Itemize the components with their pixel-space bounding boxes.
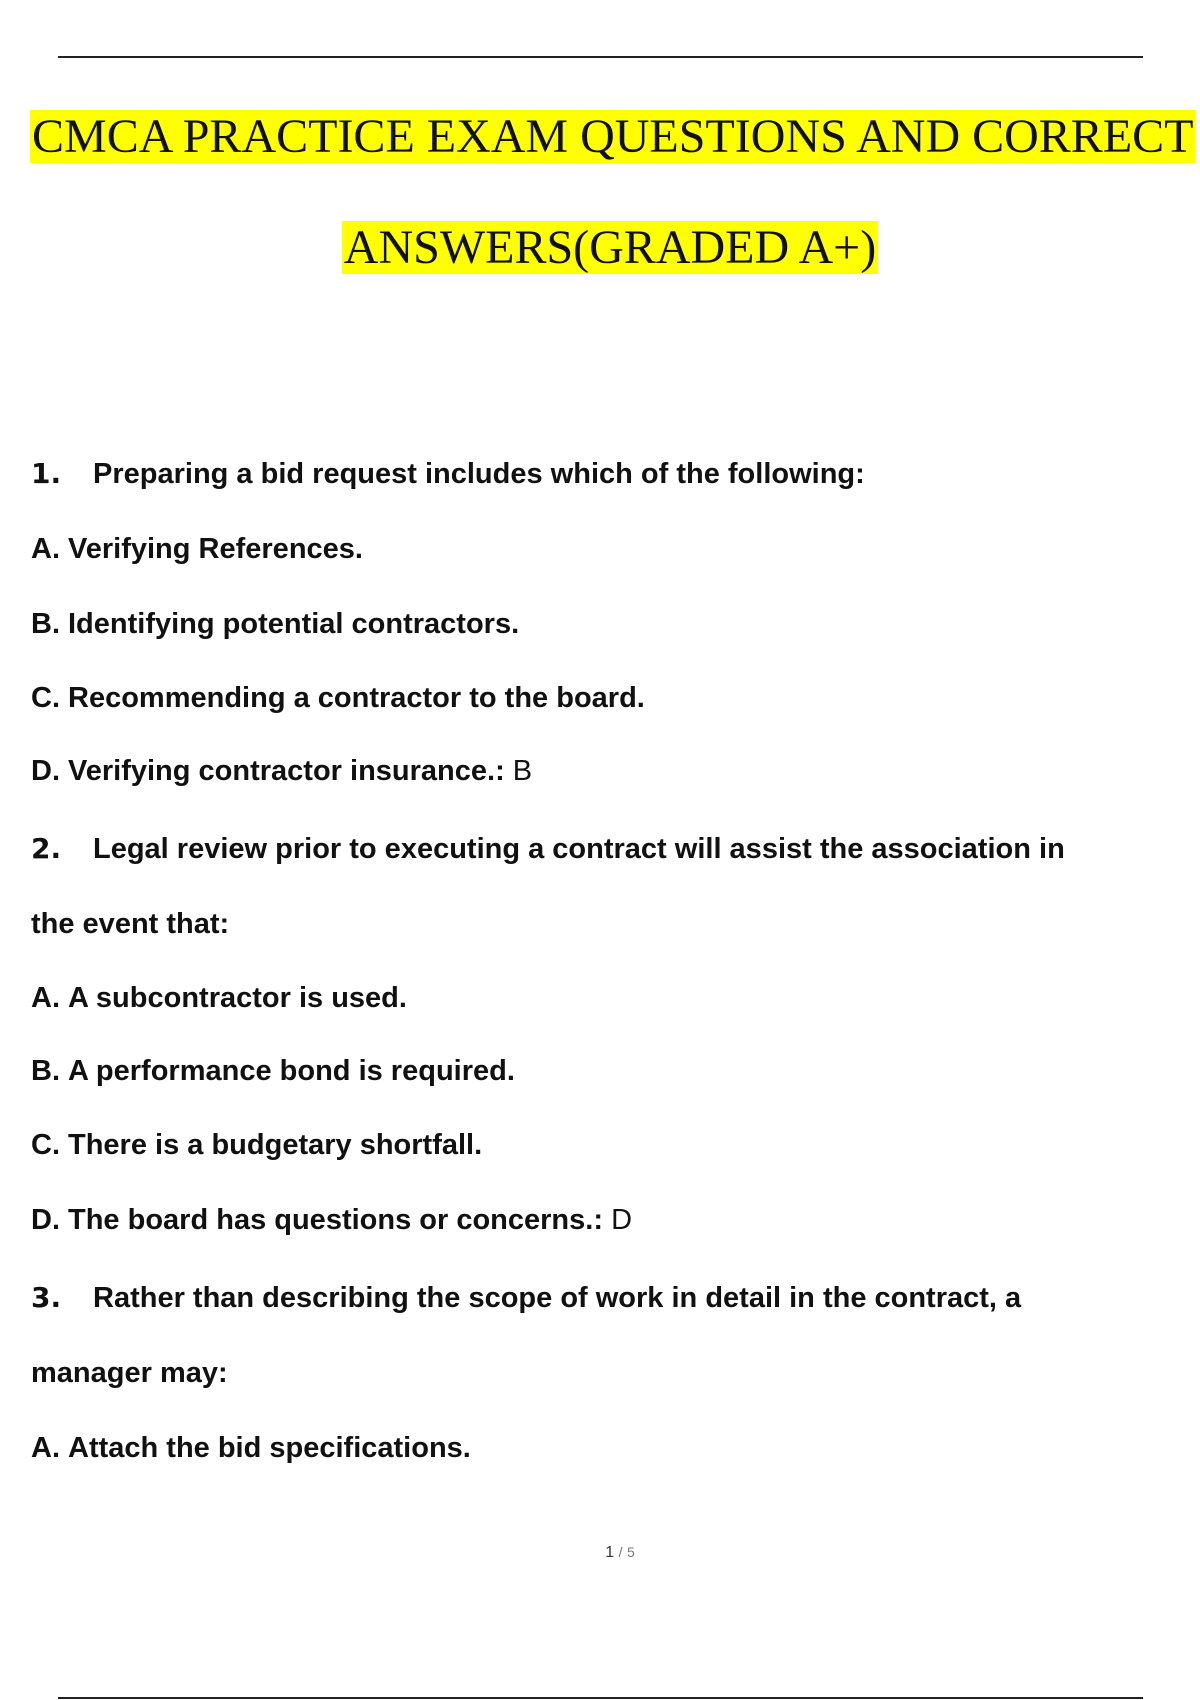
page-separator: / [618,1544,623,1560]
question-3 [31,1280,1021,1316]
question-text: the event that: [31,908,230,940]
q2-option-b: B. A performance bond is required. [31,1055,515,1087]
page-current: 1 [605,1544,615,1561]
page-total: 5 [626,1544,635,1560]
q3-option-a: A. Attach the bid specifications. [31,1432,471,1464]
footer-rule [58,1697,1143,1699]
question-2-continued [31,906,229,942]
question-text: Rather than describing the scope of work in detail in the contract, a [93,1282,1022,1314]
q2-option-d: D. The board has questions or concerns.: D [31,1204,633,1236]
question-text: Legal review prior to executing a contract will assist the association in [93,833,1065,865]
question-number: 2. [31,832,62,865]
answer-key: D [611,1204,633,1236]
q1-option-c: C. Recommending a contractor to the board. [31,682,645,714]
q1-option-a: A. Verifying References. [31,533,363,565]
question-1 [31,456,865,492]
title-highlight: CMCA PRACTICE EXAM QUESTIONS AND CORRECT [32,110,1194,163]
question-3-continued [31,1355,228,1391]
q2-option-c: C. There is a budgetary shortfall. [31,1129,483,1161]
question-number: 3. [31,1281,62,1314]
question-text: manager may: [31,1357,228,1389]
title-highlight: ANSWERS(GRADED A+) [343,221,877,274]
q1-option-b: B. Identifying potential contractors. [31,608,520,640]
document-title-line-1 [30,109,1200,165]
question-2 [31,831,1065,867]
page-indicator [0,1544,1200,1562]
q2-option-a: A. A subcontractor is used. [31,982,407,1014]
answer-key: B [512,755,533,787]
q1-option-d: D. Verifying contractor insurance.: B [31,755,533,787]
header-rule [58,56,1143,58]
question-text: Preparing a bid request includes which of the following: [93,458,865,490]
question-number: 1. [31,457,62,490]
document-title-line-2 [0,220,1200,276]
